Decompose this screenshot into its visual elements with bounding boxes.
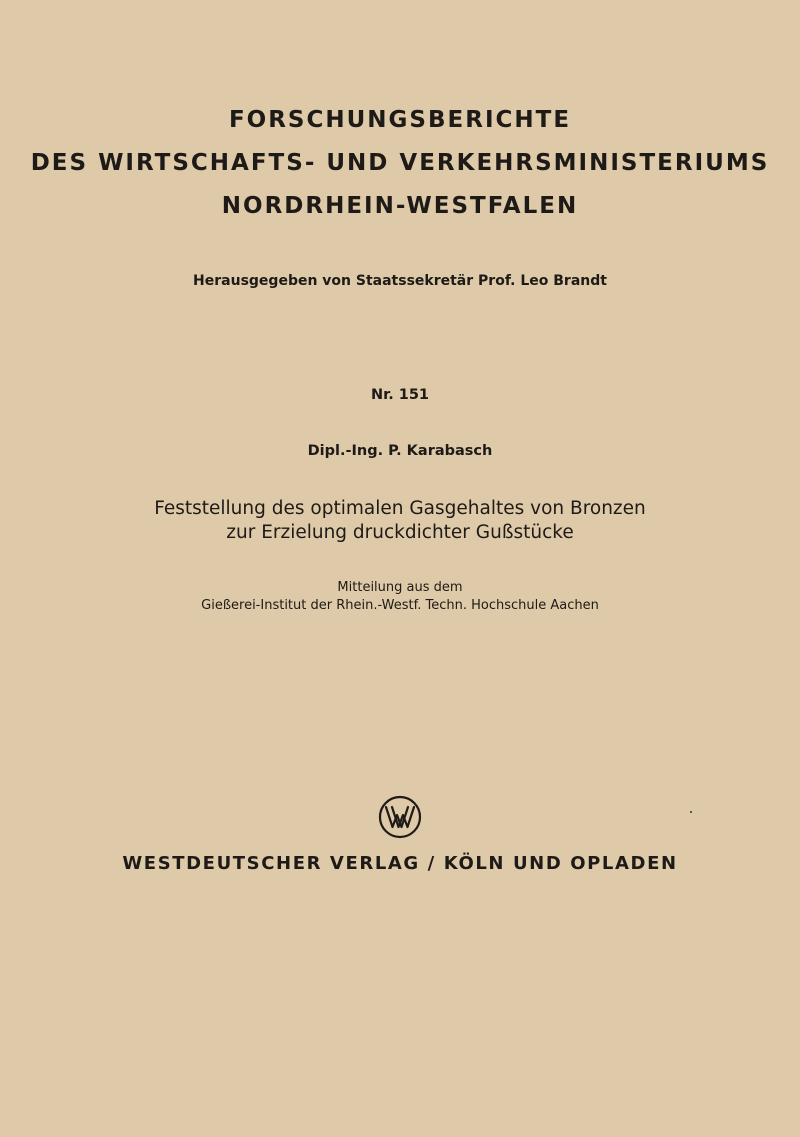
series-title-line-2: DES WIRTSCHAFTS- UND VERKEHRSMINISTERIUMS: [30, 150, 770, 176]
report-title-line-2: zur Erzielung druckdichter Gußstücke: [226, 522, 574, 543]
report-title-line-1: Feststellung des optimalen Gasgehaltes von Bronzen: [154, 498, 646, 519]
wv-monogram-logo-icon: [378, 795, 422, 839]
publisher-name: WESTDEUTSCHER VERLAG / KÖLN UND OPLADEN: [122, 853, 678, 874]
institute-note-line-1: Mitteilung aus dem: [337, 580, 463, 595]
author: Dipl.-Ing. P. Karabasch: [307, 443, 493, 459]
print-speck: [690, 811, 692, 813]
report-number: Nr. 151: [370, 387, 430, 403]
series-title-line-1: FORSCHUNGSBERICHTE: [228, 107, 572, 133]
editor-line: Herausgegeben von Staatssekretär Prof. Leo Brandt: [193, 273, 607, 289]
series-title-line-3: NORDRHEIN-WESTFALEN: [221, 193, 579, 219]
institute-note-line-2: Gießerei-Institut der Rhein.-Westf. Techn. Hochschule Aachen: [201, 598, 599, 613]
